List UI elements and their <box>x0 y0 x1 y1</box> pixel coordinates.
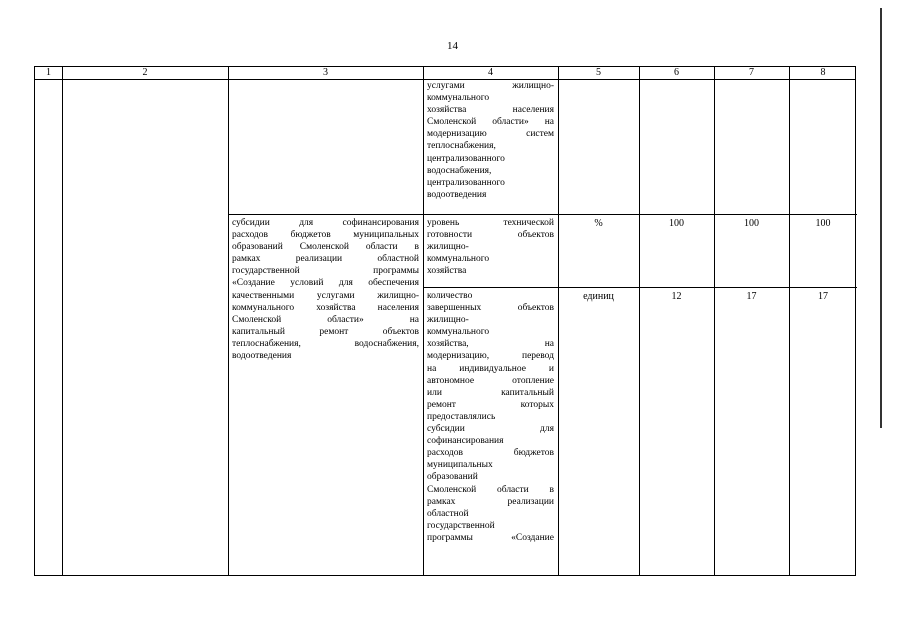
unit-cell: единиц <box>583 291 614 302</box>
value-cell-7: 100 <box>744 218 759 229</box>
text-line: теплоснабжения, <box>427 141 496 152</box>
header-row <box>35 67 855 80</box>
text-line: субсидии для софинансирования <box>232 218 419 228</box>
text-line: водоснабжения, <box>427 165 492 176</box>
column-divider <box>789 67 790 575</box>
text-line: предоставлялись <box>427 411 496 422</box>
text-line: коммунального <box>427 254 490 265</box>
text-line: хозяйства населения <box>427 105 554 116</box>
top-row-indicator-text <box>427 80 554 201</box>
text-line: модернизацию систем <box>427 129 554 140</box>
header-cell-2: 2 <box>142 67 148 78</box>
subsidy-description-text <box>232 217 419 362</box>
text-line: программы «Создание <box>427 532 554 543</box>
text-line: автономное отопление <box>427 375 554 386</box>
text-line: государственной <box>427 520 495 531</box>
text-line: завершенных объектов <box>427 303 554 314</box>
text-line: расходов бюджетов муниципальных <box>232 230 419 241</box>
text-line: жилищно- <box>427 242 469 253</box>
text-line: рамках реализации областной <box>232 254 419 265</box>
header-cell-7: 7 <box>749 67 754 78</box>
text-line: модернизацию, перевод <box>427 351 554 362</box>
text-line: теплоснабжения, водоснабжения, <box>232 338 419 349</box>
text-line: капитальный ремонт объектов <box>232 326 419 337</box>
text-line: готовности объектов <box>427 230 554 241</box>
text-line: услугами жилищно- <box>427 81 554 91</box>
text-line: водоотведения <box>427 189 487 200</box>
header-cell-8: 8 <box>820 67 826 78</box>
text-line: или капитальный <box>427 387 554 398</box>
value-cell-8: 100 <box>815 218 831 229</box>
value-cell-6: 100 <box>669 218 684 229</box>
text-line: на индивидуальное и <box>427 363 554 374</box>
text-line: уровень технической <box>427 218 554 228</box>
value-cell-6: 12 <box>671 291 682 302</box>
row-divider <box>228 214 857 215</box>
text-line: коммунального <box>427 93 490 104</box>
text-line: Смоленской области в <box>427 484 554 495</box>
text-line: государственной программы <box>232 266 419 277</box>
text-line: качественными услугами жилищно- <box>232 290 419 301</box>
value-cell-7: 17 <box>746 291 757 302</box>
header-cell-1: 1 <box>46 67 51 78</box>
text-line: водоотведения <box>232 351 292 362</box>
text-line: коммунального хозяйства населения <box>232 302 419 313</box>
text-line: муниципальных <box>427 460 493 471</box>
completed-objects-indicator-text <box>427 290 554 544</box>
unit-cell: % <box>594 218 603 229</box>
text-line: хозяйства <box>427 266 467 277</box>
text-line: централизованного <box>427 153 505 164</box>
column-divider <box>228 67 229 575</box>
text-line: количество <box>427 291 473 301</box>
value-cell-8: 17 <box>818 291 828 302</box>
header-cell-5: 5 <box>596 67 601 78</box>
column-divider <box>423 67 424 575</box>
header-cell-6: 6 <box>674 67 679 78</box>
column-divider <box>639 67 640 575</box>
header-cell-4: 4 <box>488 67 493 78</box>
text-line: «Создание условий для обеспечения <box>232 278 419 289</box>
column-divider <box>62 67 63 575</box>
scan-edge-line <box>880 8 882 428</box>
text-line: Смоленской области» на <box>427 117 554 128</box>
row-divider <box>423 287 857 288</box>
text-line: коммунального <box>427 327 490 338</box>
text-line: ремонт которых <box>427 399 554 410</box>
text-line: образований <box>427 472 478 483</box>
page-number: 14 <box>447 40 458 52</box>
text-line: хозяйства, на <box>427 339 554 350</box>
column-divider <box>558 67 559 575</box>
text-line: областной <box>427 508 469 519</box>
text-line: жилищно- <box>427 315 469 326</box>
indicator-table <box>34 66 856 576</box>
header-cell-3: 3 <box>323 67 328 78</box>
text-line: субсидии для <box>427 424 554 435</box>
text-line: софинансирования <box>427 436 504 447</box>
readiness-indicator-text <box>427 217 554 277</box>
text-line: рамках реализации <box>427 496 554 507</box>
text-line: расходов бюджетов <box>427 448 554 459</box>
text-line: Смоленской области» на <box>232 314 419 325</box>
column-divider <box>714 67 715 575</box>
text-line: централизованного <box>427 177 505 188</box>
text-line: образований Смоленской области в <box>232 242 419 253</box>
